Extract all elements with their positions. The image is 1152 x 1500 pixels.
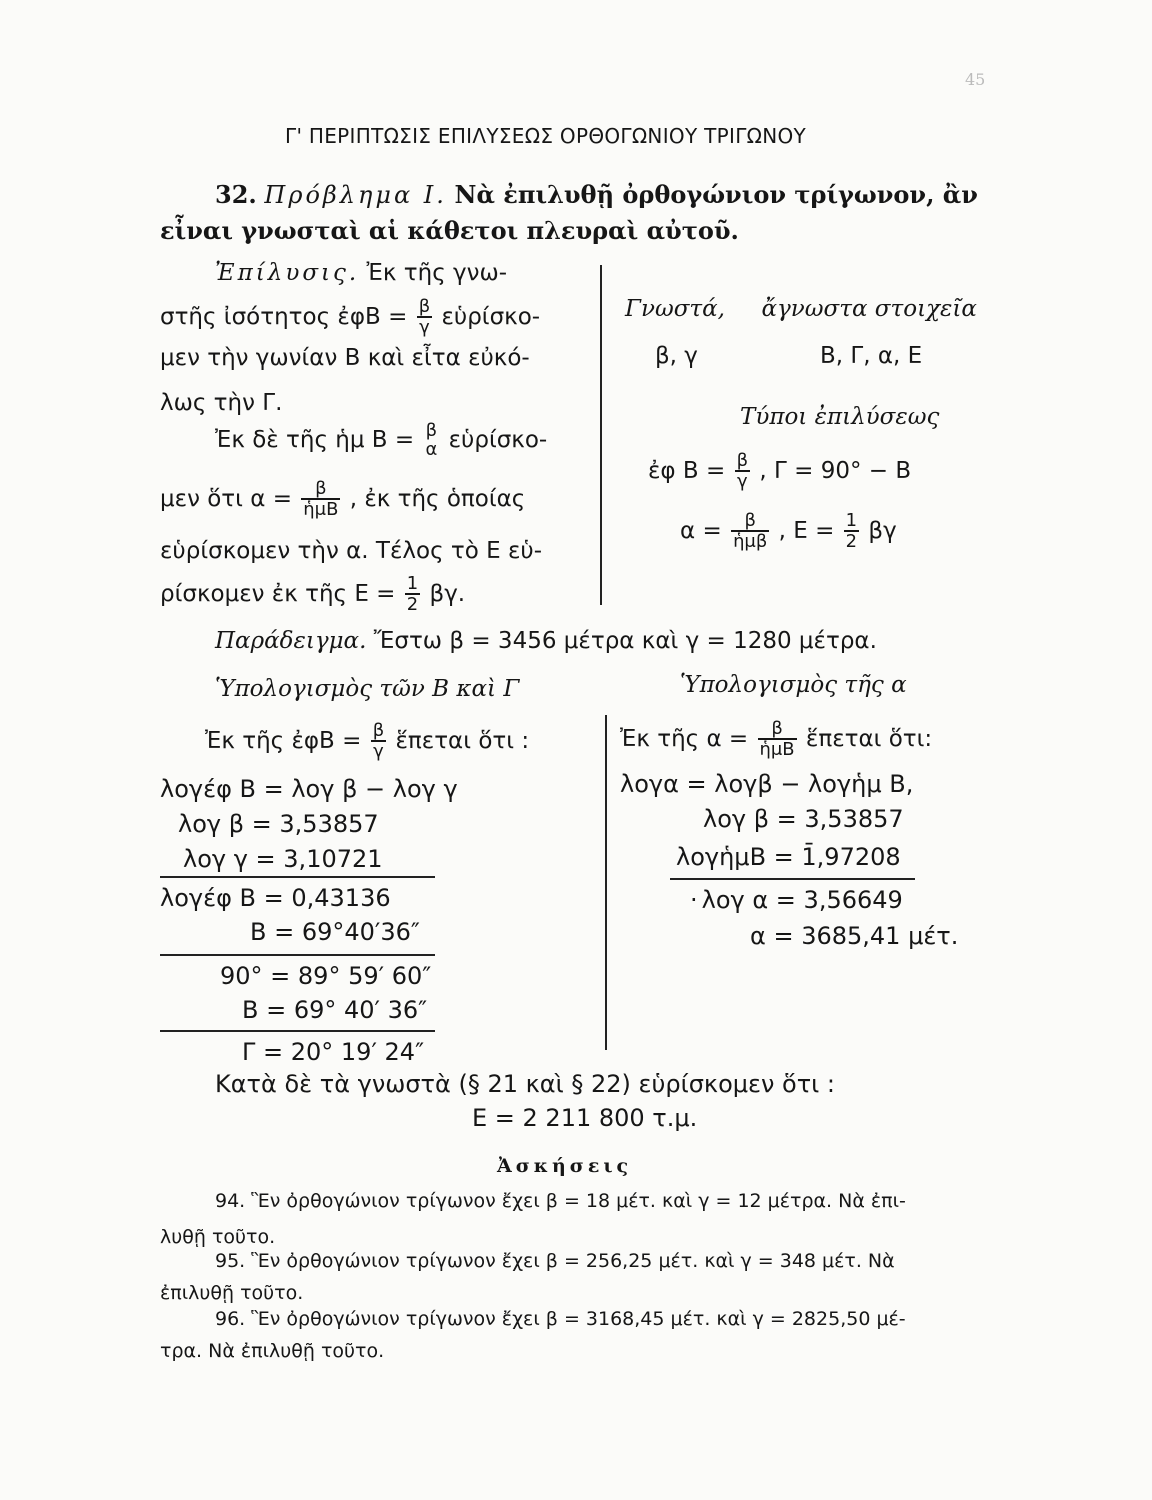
formulas-title: Τύποι ἐπιλύσεως [740, 404, 940, 430]
sum-rule [670, 878, 915, 880]
numerator: β [418, 296, 431, 317]
formula-1 [648, 452, 911, 491]
calc-right-row-2: λογ β = 3,53857 [703, 805, 904, 833]
formula-text: ἐφ Β = [648, 457, 726, 484]
calc-left-row-1: λογέφ Β = λογ β − λογ γ [160, 775, 458, 803]
solution-line-6 [160, 480, 525, 519]
solution-line-4: λως τὴν Γ. [160, 390, 283, 416]
numerator: β [425, 420, 438, 441]
denominator: 2 [406, 593, 419, 615]
solution-text: εὑρίσκο- [448, 426, 548, 453]
fraction [731, 512, 769, 551]
problem-label: Πρόβλημα Ι. [264, 181, 447, 209]
fraction [844, 512, 859, 551]
solution-text: Ἐκ τῆς γνω- [366, 260, 508, 286]
solution-line-5 [215, 422, 547, 459]
fraction [371, 722, 386, 761]
calc-left-row-5: Β = 69°40′36″ [250, 918, 420, 946]
exercise-96-line-2: τρα. Νὰ ἐπιλυθῇ τοῦτο. [160, 1340, 385, 1362]
known-elements: β, γ [655, 343, 698, 369]
table-header: Γνωστά, ἄγνωστα στοιχεῖα [625, 296, 977, 322]
solution-text: ρίσκομεν ἐκ τῆς Ε = [160, 580, 396, 607]
fraction [423, 422, 439, 459]
denominator: ἡμΒ [303, 498, 339, 520]
denominator: α [425, 438, 438, 460]
denominator: 2 [845, 530, 858, 552]
numerator: β [372, 720, 385, 741]
problem-number: 32. [215, 180, 257, 209]
exercise-94-line-1: 94. Ἓν ὀρθογώνιον τρίγωνον ἔχει β = 18 μέτ. καὶ γ = 12 μέτρα. Νὰ ἐπι- [215, 1190, 906, 1212]
numerator: β [744, 510, 756, 531]
exercise-95-line-1: 95. Ἓν ὀρθογώνιον τρίγωνον ἔχει β = 256,25 μέτ. καὶ γ = 348 μέτ. Νὰ [215, 1250, 895, 1272]
unknown-elements: Β, Γ, α, Ε [820, 343, 923, 369]
exercise-96-line-1: 96. Ἓν ὀρθογώνιον τρίγωνον ἔχει β = 3168,45 μέτ. καὶ γ = 2825,50 μέ- [215, 1308, 906, 1330]
calc-left-row-7: Β = 69° 40′ 36″ [242, 996, 428, 1024]
solution-text: βγ. [429, 580, 466, 607]
calc-left-row-4: λογέφ Β = 0,43136 [160, 884, 391, 912]
sum-rule [160, 876, 435, 878]
solution-text: στῆς ἰσότητος ἐφΒ = [160, 303, 408, 330]
calc-right-title: Ὑπολογισμὸς τῆς α [680, 672, 907, 698]
calc-text: ἕπεται ὅτι: [805, 725, 933, 752]
solution-line-8 [160, 575, 465, 614]
calc-right-row-1: λογα = λογβ − λογἡμ Β, [620, 770, 914, 798]
fraction [417, 298, 432, 337]
solution-text: , ἐκ τῆς ὁποίας [349, 485, 526, 512]
calc-text: Ἐκ τῆς ἐφΒ = [205, 727, 362, 754]
example-label: Παράδειγμα. [215, 628, 367, 654]
denominator: γ [417, 316, 432, 337]
solution-label: Ἐπίλυσις. [215, 260, 360, 286]
calc-left-row-3: λογ γ = 3,10721 [183, 845, 383, 873]
formula-text: βγ [868, 517, 897, 544]
fraction [301, 480, 340, 519]
calc-text: λογ α = 3,56649 [701, 886, 903, 914]
fraction [405, 575, 420, 614]
solution-line-3: μεν τὴν γωνίαν Β καὶ εἶτα εὐκό- [160, 345, 530, 371]
formula-text: , Ε = [778, 517, 835, 544]
exercise-94-line-2: λυθῇ τοῦτο. [160, 1226, 276, 1248]
formula-text: , Γ = 90° − Β [759, 457, 912, 484]
numerator: 1 [845, 510, 858, 531]
page-header: Γ' ΠΕΡΙΠΤΩΣΙΣ ΕΠΙΛΥΣΕΩΣ ΟΡΘΟΓΩΝΙΟΥ ΤΡΙΓΩΝΟΥ [285, 124, 807, 148]
calc-left-intro [205, 722, 529, 761]
calc-right-row-5: α = 3685,41 μέτ. [750, 922, 959, 950]
problem-statement-2: εἶναι γνωσταὶ αἱ κάθετοι πλευραὶ αὐτοῦ. [160, 216, 739, 245]
calc-left-title: Ὑπολογισμὸς τῶν Β καὶ Γ [215, 676, 520, 702]
denominator: γ [371, 740, 386, 761]
solution-text: μεν ὅτι α = [160, 485, 292, 512]
numerator: β [771, 718, 783, 739]
calc-right-row-4: · λογ α = 3,56649 [690, 886, 903, 914]
exercise-95-line-2: ἐπιλυθῇ τοῦτο. [160, 1282, 304, 1304]
solution-line-2 [160, 298, 540, 337]
sum-rule [160, 954, 435, 956]
conclusion-line-1: Κατὰ δὲ τὰ γνωστὰ (§ 21 καὶ § 22) εὑρίσκομεν ὅτι : [215, 1070, 835, 1098]
sum-rule [160, 1030, 435, 1032]
denominator: γ [735, 470, 750, 491]
fraction [735, 452, 750, 491]
calc-left-row-8: Γ = 20° 19′ 24″ [242, 1038, 425, 1066]
exercises-title: Ἀσκήσεις [497, 1155, 633, 1177]
calc-left-row-6: 90° = 89° 59′ 60″ [220, 962, 432, 990]
calc-right-row-3: λογἡμΒ = 1̄,97208 [676, 843, 901, 871]
column-divider [600, 265, 602, 605]
solution-line-7: εὑρίσκομεν τὴν α. Τέλος τὸ Ε εὑ- [160, 538, 543, 564]
calc-text: Ἐκ τῆς α = [620, 725, 749, 752]
solution-text: εὑρίσκο- [441, 303, 541, 330]
calc-text: ἕπεται ὅτι : [395, 727, 530, 754]
formula-text: α = [680, 517, 722, 544]
numerator: 1 [406, 573, 419, 594]
solution-text: Ἐκ δὲ τῆς ἡμ Β = [215, 426, 415, 453]
solution-line-1 [215, 260, 507, 286]
column-divider [605, 715, 607, 1050]
fraction [758, 720, 797, 759]
example-text: Ἔστω β = 3456 μέτρα καὶ γ = 1280 μέτρα. [373, 628, 877, 654]
numerator: β [315, 478, 327, 499]
problem-line-1 [215, 180, 978, 209]
denominator: ἡμβ [733, 530, 768, 552]
numerator: β [736, 450, 749, 471]
problem-statement-1: Νὰ ἐπιλυθῇ ὀρθογώνιον τρίγωνον, ἂν [454, 180, 978, 209]
calc-right-intro [620, 720, 932, 759]
formula-2 [680, 512, 897, 551]
example-line [215, 628, 877, 654]
denominator: ἡμΒ [759, 738, 795, 760]
page-number: 45 [965, 70, 986, 89]
calc-left-row-2: λογ β = 3,53857 [178, 810, 379, 838]
conclusion-line-2: Ε = 2 211 800 τ.μ. [472, 1104, 698, 1132]
